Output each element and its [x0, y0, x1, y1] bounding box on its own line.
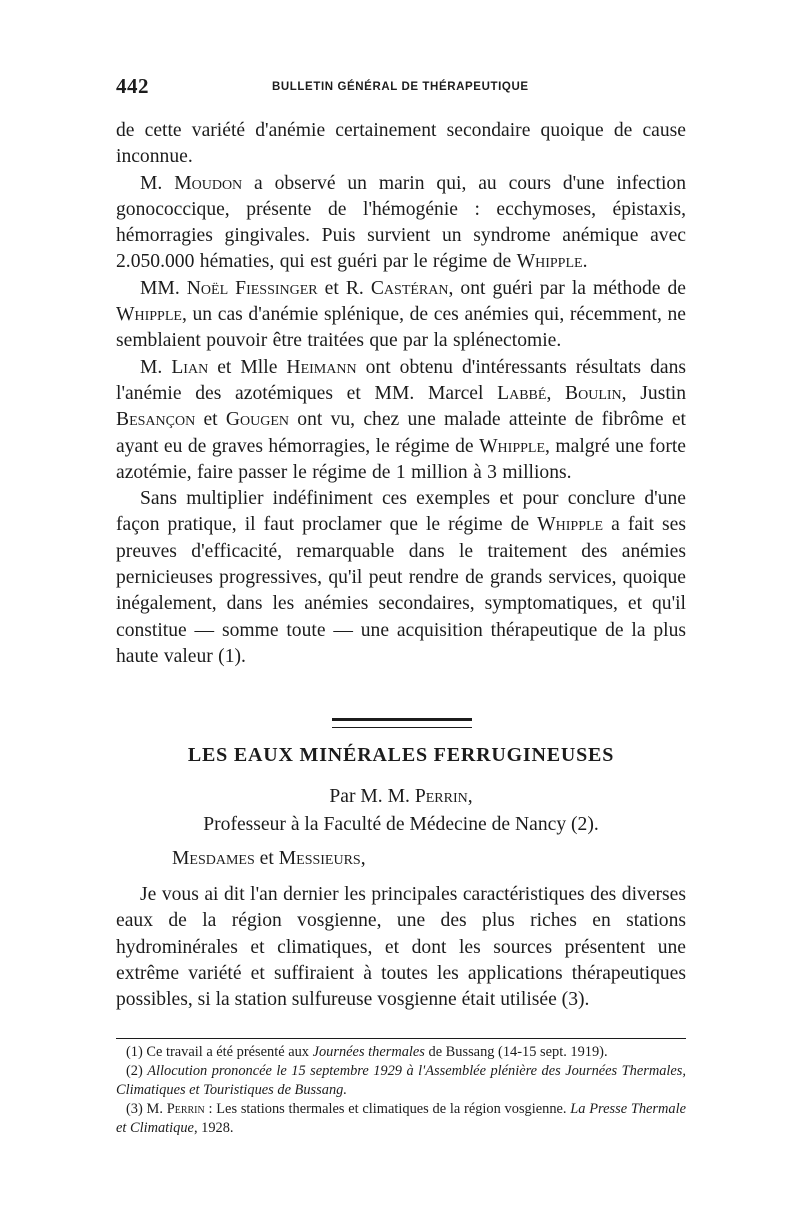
author-name: Whipple: [479, 435, 546, 457]
author-name: Noël Fiessinger: [186, 277, 318, 299]
paragraph-lian: M. Lian et Mlle Heimann ont obtenu d'intéressants résultats dans l'anémie des azotémiques et MM. Marcel Labbé, Boulin, Justin Besançon et Gougen ont vu, chez une malade atteinte de fibrôme et ayant eu de graves hémorragies, le régime de Whipple, malgré une forte azotémie, faire passer le régime de 1 million à 3 millions.: [116, 356, 686, 483]
footnotes: [116, 1043, 686, 1138]
footnote-divider: [116, 1038, 686, 1039]
author-name: Whipple: [116, 304, 182, 326]
salutation: Mesdames et Messieurs,: [172, 848, 366, 869]
author-name: Besançon: [116, 409, 196, 431]
footnote-1: (1) Ce travail a été présenté aux Journées thermales de Bussang (14-15 sept. 1919).: [126, 1044, 608, 1060]
author-name: Boulin: [565, 382, 622, 404]
lecture-body: [116, 882, 686, 1013]
author-name: Heimann: [286, 356, 357, 378]
author-name: Moudon: [174, 172, 243, 194]
section-divider: [332, 718, 472, 728]
author-name: Labbé: [497, 382, 547, 404]
paragraph-1: de cette variété d'anémie certainement secondaire quoique de cause inconnue.: [116, 120, 686, 168]
page-number: 442: [116, 74, 149, 98]
page-header: [116, 74, 686, 102]
footnote-2: (2) Allocution prononcée le 15 septembre 1929 à l'Assemblée plénière des Journées Thermales, Climatiques et Touristiques de Bussang.: [116, 1063, 686, 1098]
byline-author: Par M. M. Perrin,: [329, 786, 473, 807]
byline-affiliation: Professeur à la Faculté de Médecine de Nancy (2).: [203, 814, 599, 835]
author-name: R. Castéran: [345, 277, 449, 299]
paragraph-fiessinger: MM. Noël Fiessinger et R. Castéran, ont guéri par la méthode de Whipple, un cas d'anémie splénique, de ces anémies qui, récemment, ne semblaient pouvoir être traitées que par la splénectomie.: [116, 277, 687, 352]
author-name: Lian: [171, 356, 209, 378]
author-name: Whipple: [537, 514, 604, 536]
running-title: BULLETIN GÉNÉRAL DE THÉRAPEUTIQUE: [272, 81, 529, 93]
paragraph-moudon: M. Moudon a observé un marin qui, au cours d'une infection gonococcique, présente de l'hémogénie : ecchymoses, épistaxis, hémorragies gingivales. Puis survient un syndrome anémique avec 2.050.000 hématies, qui est guéri par le régime de Whipple.: [116, 172, 686, 273]
paragraph-conclusion: Sans multiplier indéfiniment ces exemples et pour conclure d'une façon pratique, il faut proclamer que le régime de Whipple a fait ses preuves d'efficacité, remarquable dans le traitement des anémies pernicieuses progressives, qu'il peut rendre de grands services, quoique inégalement, dans les anémies secondaires, symptomatiques, et qu'il constitue — somme toute — une acquisition thérapeutique de la plus haute valeur (1).: [116, 488, 686, 667]
article-body: [116, 118, 686, 670]
byline: [116, 783, 686, 839]
section-title: LES EAUX MINÉRALES FERRUGINEUSES: [187, 744, 615, 766]
author-name: Whipple: [516, 251, 583, 273]
author-name: Gougen: [225, 409, 290, 431]
author-name: Perrin: [414, 786, 468, 807]
lecture-paragraph: Je vous ai dit l'an dernier les principales caractéristiques des diverses eaux de la région vosgienne, une des plus riches en stations hydrominérales et climatiques, et dont les sources présentent une extrême variété et suffiraient à toutes les applications thérapeutiques possibles, si la station sulfureuse vosgienne était utilisée (3).: [116, 884, 686, 1011]
footnote-3: (3) M. Perrin : Les stations thermales et climatiques de la région vosgienne. La Presse Thermale et Climatique, 1928.: [116, 1101, 687, 1136]
